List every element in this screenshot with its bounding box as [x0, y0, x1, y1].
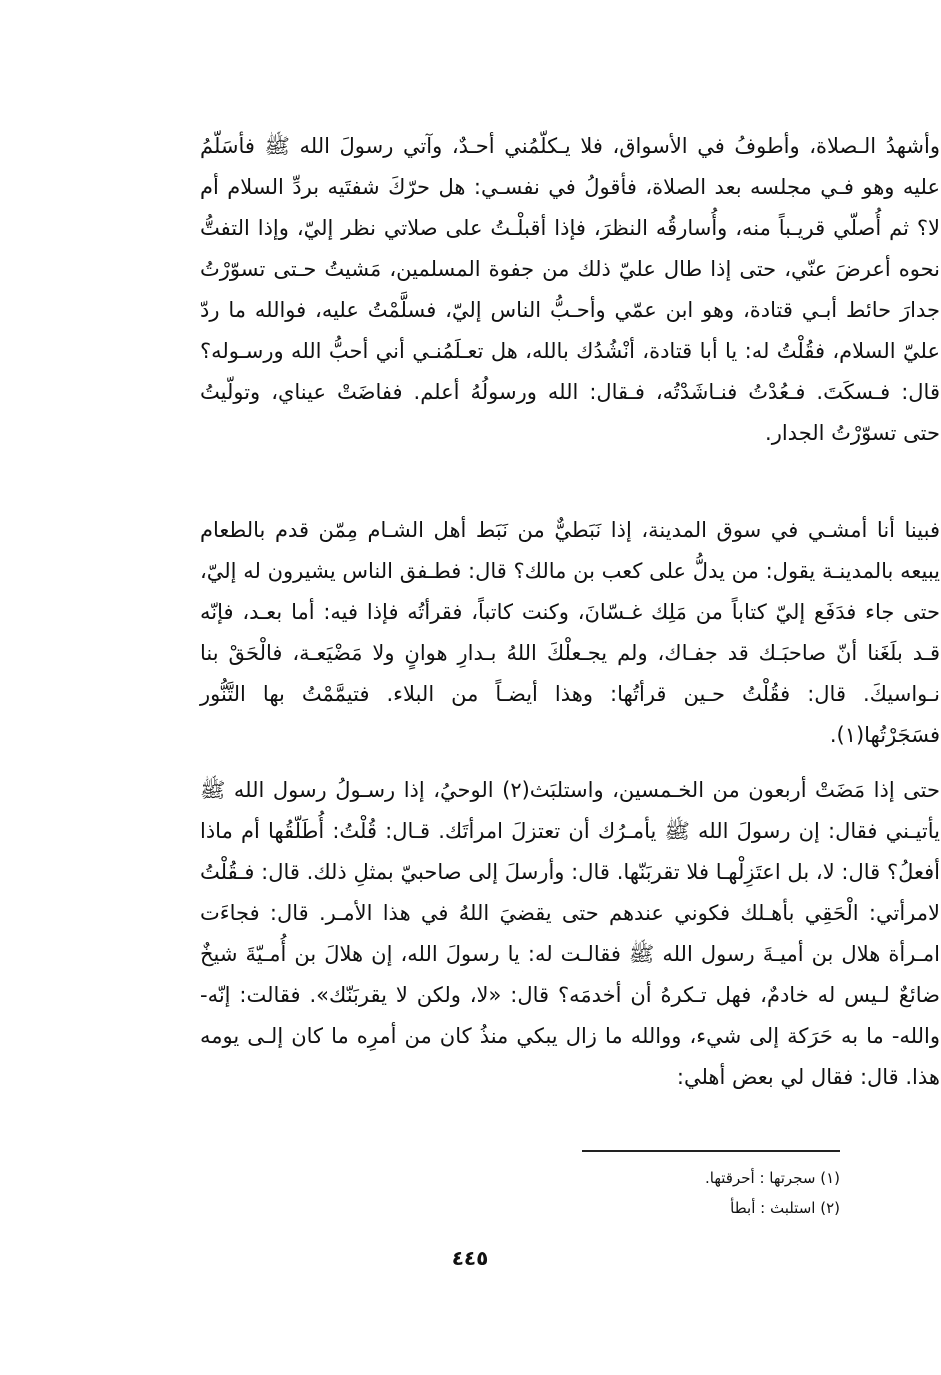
page-number: ٤٤٥: [451, 1246, 489, 1270]
footnotes: [500, 1163, 840, 1223]
paragraph-2: فبينا أنا أمشـي في سوق المدينة، إذا نَبَطيٌّ من نَبَط أهل الشـام مِمّن قدم بالطعام يبيعه بالمدينـة يقول: من يدلُّ على كعب بن مالك؟ قال: فطـفق الناس يشيرون له إليّ، حتى جاء فدَفَع إليّ كتاباً من مَلِك غـسّانَ، وكنت كاتباً، فقرأتُه فإذا فيه: أما بعـد، فإنّه قـد بلَغَنا أنّ صاحبَـك قد جفـاك، ولم يجـعلْكَ اللهُ بـدارِ هوانٍ ولا مَضْيَعـة، فالْحَقْ بنا نـواسيكَ. قال: فقُلْتُ حـين قرأتُها: وهذا أيضـاً من البلاء. فتيمَّمْتُ بها التَّنُّور فسَجَرْتُها(١).: [200, 518, 940, 747]
paragraph-3: حتى إذا مَضَتْ أربعون من الخـمسين، واستلبَث(٢) الوحيُ، إذا رسـولُ رسول الله ﷺ يأتيـني فقال: إن رسولَ الله ﷺ يأمـرُك أن تعتزلَ امرأتَك. قـال: قُلْتُ: أُطَلّقُها أم ماذا أفعلُ؟ قال: لا، بل اعتَزِلْهـا فلا تقربَنّها. قال: وأرسلَ إلى صاحبيّ بمثلِ ذلك. قال: فـقُلْتُ لامرأتي: الْحَقِي بأهـلك فكوني عندهم حتى يقضيَ اللهُ في هذا الأمـر. قال: فجاءَت امـرأة هلال بن أميـةَ رسول الله ﷺ فقالـت له: يا رسولَ الله، إن هلالَ بن أُمـيّةَ شيخٌ ضائعٌ لـيس له خادمٌ، فهل تـكرهُ أن أخدمَه؟ قال: «لا، ولكن لا يقربَنّك». فقالت: إنّه- والله- ما به حَرَكة إلى شيء، ووالله ما زال يبكي منذُ كان من أمرِه ما كان إلـى يومه هذا. قال: فقال لي بعض أهلي:: [200, 778, 940, 1089]
footnote-separator: [582, 1150, 840, 1152]
footnote-1: (١) سجرتها : أحرقتها.: [705, 1169, 840, 1187]
footnote-2: (٢) استلبث : أبطأ: [730, 1199, 840, 1217]
paragraph-1: وأشهدُ الـصلاة، وأطوفُ في الأسواق، فلا يـكلّمُني أحـدٌ، وآتي رسولَ الله ﷺ فأسَلّمُ عليه وهو فـي مجلسه بعد الصلاة، فأقولُ في نفسـي: هل حرّكَ شفتَيه بردِّ السلام أم لا؟ ثم أُصلّي قريـباً منه، وأُسارقُه النظرَ، فإذا أقبلْـتُ على صلاتي نظر إليّ، وإذا التفتُّ نحوه أعرضَ عنّي، حتى إذا طال عليّ ذلك من جفوة المسلمين، مَشيتُ حـتى تسوّرْتُ جدارَ حائط أبـي قتادة، وهو ابن عمّي وأحـبُّ الناس إليّ، فسلَّمْتُ عليه، فوالله ما ردّ عليّ السلام، فقُلْتُ له: يا أبا قتادة، أنْشُدُك بالله، هل تعـلَمُنـي أني أحبُّ الله ورسـوله؟ قال: فـسكَتَ. فـعُدْتُ فنـاشَدْتُه، فـقال: الله ورسولُهُ أعلم. ففاضَتْ عيناي، وتولّيتُ حتى تسوّرْتُ الجدار.: [200, 134, 940, 445]
